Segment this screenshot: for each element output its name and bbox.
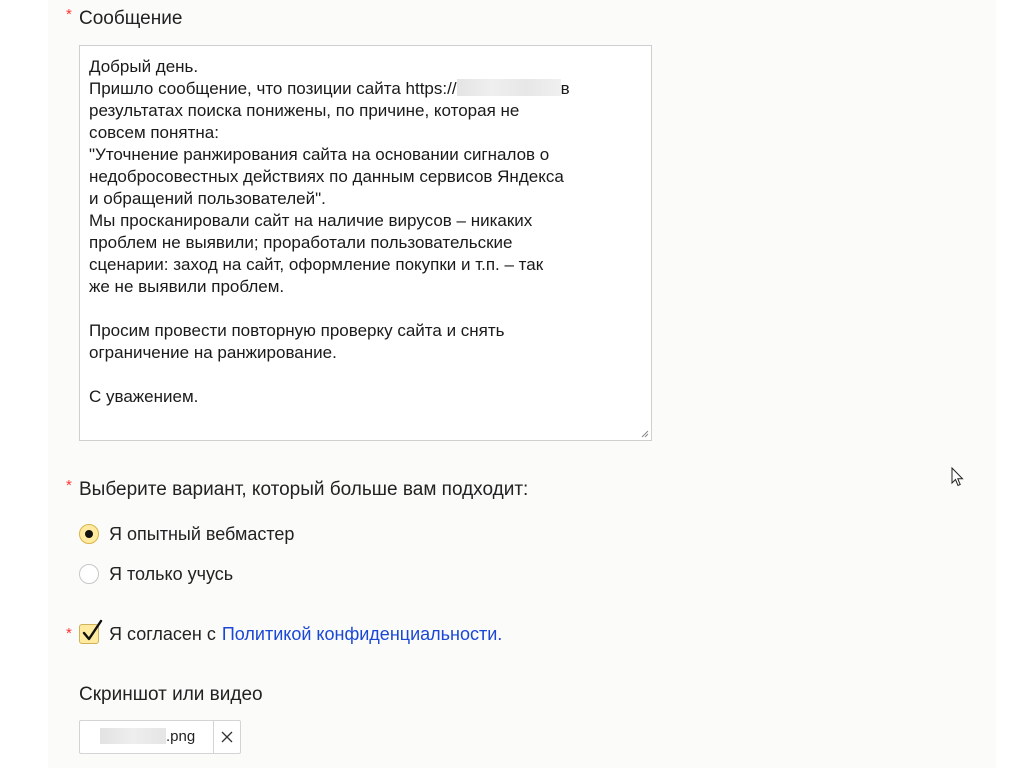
- agreement-row: [79, 622, 502, 646]
- close-icon: [221, 731, 233, 743]
- attached-file: [79, 720, 241, 754]
- resize-handle-icon[interactable]: [641, 430, 649, 438]
- redacted-file-name: [100, 728, 166, 744]
- checkmark-icon: [81, 619, 103, 643]
- message-line-2-end: в: [560, 79, 570, 98]
- radio-selected-icon[interactable]: [79, 524, 99, 544]
- radio-label: Я опытный вебмастер: [109, 524, 295, 544]
- message-line-2-start: Пришло сообщение, что позиции сайта https://: [89, 79, 457, 98]
- radio-empty-icon[interactable]: [79, 564, 99, 584]
- attachment-label: Скриншот или видео: [79, 684, 263, 705]
- agreement-checkbox[interactable]: [79, 624, 99, 644]
- radio-option-learning[interactable]: [79, 562, 233, 586]
- required-mark: *: [66, 625, 72, 642]
- file-extension: .png: [166, 728, 196, 745]
- privacy-policy-link[interactable]: Политикой конфиденциальности.: [221, 624, 503, 644]
- redacted-url: [457, 79, 561, 96]
- message-textarea[interactable]: [79, 45, 652, 441]
- feedback-form: [48, 0, 996, 768]
- message-body: результатах поиска понижены, по причине, которая не совсем понятна: "Уточнение ранжирования сайта на основании сигналов о недобросовестных действиях по данным сервисов Яндекса и обращений пользователей". Мы просканировали сайт на наличие вирусов – никаких проблем не выявили; проработали пользовательские сценарии: заход на сайт, оформление покупки и т.п. – так же не выявили проблем. Просим провести повторную проверку сайта и снять ограничение на ранжирование. С уважением.: [89, 101, 564, 406]
- mouse-cursor-icon: [951, 467, 965, 487]
- required-mark: *: [66, 6, 72, 23]
- agreement-text: Я согласен с: [109, 624, 216, 644]
- required-mark: *: [66, 477, 72, 494]
- radio-label: Я только учусь: [109, 564, 234, 584]
- radio-option-experienced[interactable]: [79, 522, 294, 546]
- variant-label: Выберите вариант, который больше вам подходит:: [79, 479, 529, 500]
- message-line-1: Добрый день.: [89, 57, 199, 76]
- file-name: [80, 721, 214, 753]
- remove-file-button[interactable]: [214, 721, 240, 753]
- message-label: Сообщение: [79, 8, 183, 29]
